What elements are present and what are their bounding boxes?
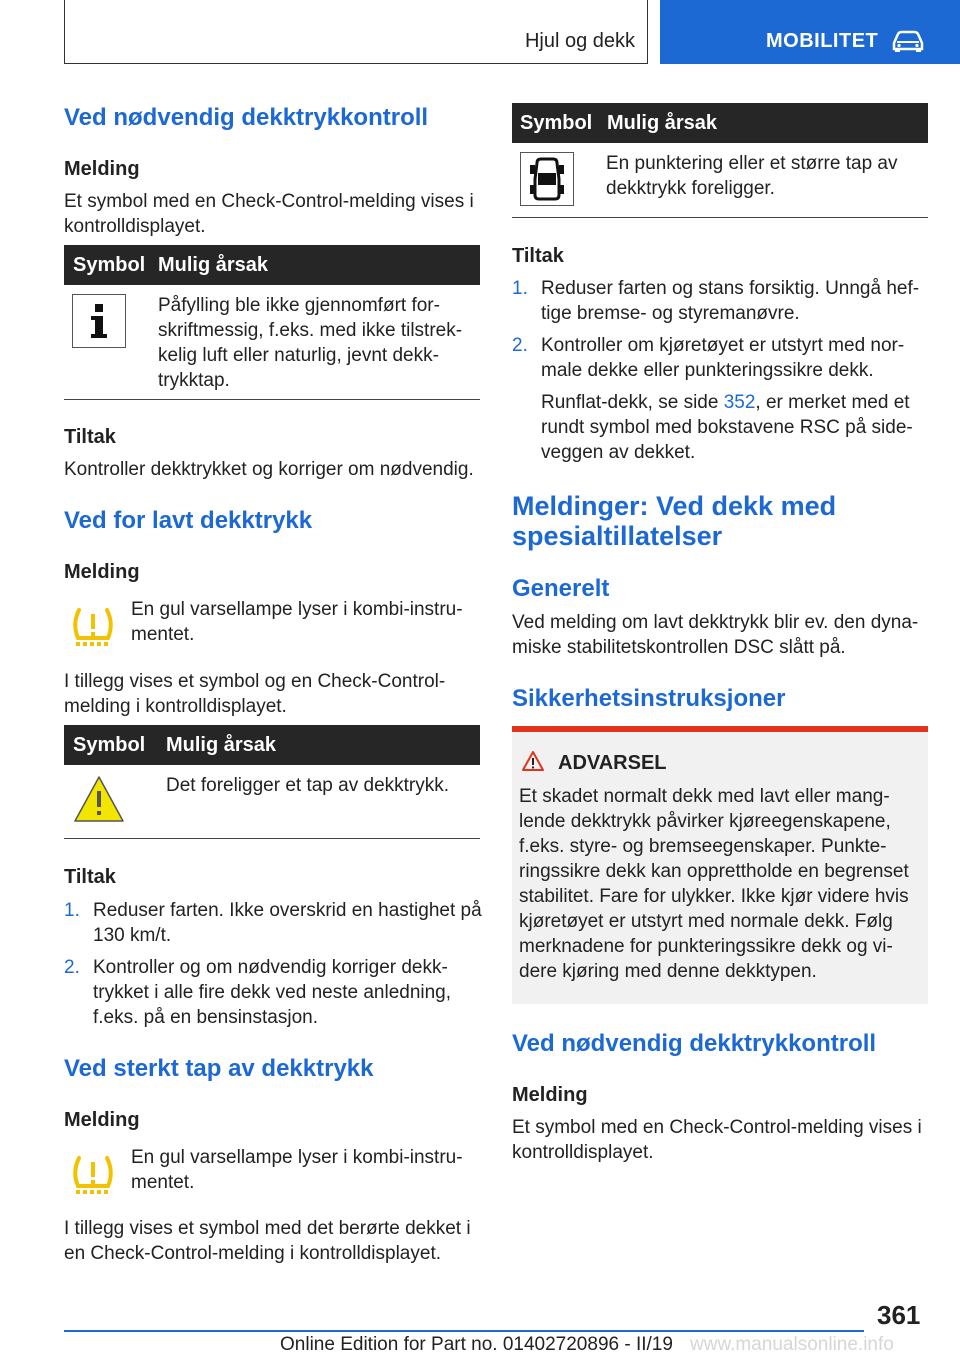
cause-text-line: trykktap. xyxy=(158,370,230,391)
warning-icon xyxy=(521,750,545,772)
heading-generelt: Generelt xyxy=(512,575,610,602)
runflat-text-line: Runflat-dekk, se side 352, er merket med et xyxy=(541,392,910,413)
heading-lavt-dekktrykk: Ved for lavt dekktrykk xyxy=(64,507,313,534)
step-text-line: Kontroller og om nødvendig korriger dekk- xyxy=(93,957,448,978)
section-title: Hjul og dekk xyxy=(524,30,635,52)
car-icon xyxy=(890,29,926,53)
melding-label: Melding xyxy=(64,561,140,583)
car-tire-damage-icon xyxy=(520,152,574,206)
step-number: 2. xyxy=(64,957,80,978)
step-text-line: Reduser farten og stans forsiktig. Unngå hef- xyxy=(541,278,920,299)
watermark: www.manualsonline.info xyxy=(690,1334,894,1355)
cause-text-line: dekktrykk foreligger. xyxy=(606,178,775,199)
cause-text-line: kelig luft eller naturlig, jevnt dekk- xyxy=(158,345,439,366)
col-symbol: Symbol xyxy=(73,254,146,276)
warning-title: ADVARSEL xyxy=(558,752,667,774)
header-section-box xyxy=(64,0,648,64)
heading-dekktrykkontroll: Ved nødvendig dekktrykkontroll xyxy=(64,104,429,131)
cause-text: Det foreligger et tap av dekktrykk. xyxy=(166,775,450,796)
step-text-line: trykket i alle fire dekk ved neste anledning, xyxy=(93,982,452,1003)
warning-text-line: Et skadet normalt dekk med lavt eller mang- xyxy=(519,786,890,807)
warning-text-line: lende dekktrykk påvirker kjøreegenskapene, xyxy=(519,811,891,832)
step-text-line: Reduser farten. Ikke overskrid en hastighet på xyxy=(93,900,482,921)
melding-label: Melding xyxy=(64,158,140,180)
heading-sterkt-tap: Ved sterkt tap av dekktrykk xyxy=(64,1055,374,1082)
table-divider xyxy=(64,838,480,839)
extra-text-line: en Check-Control-melding i kontrolldisplayet. xyxy=(64,1243,442,1264)
heading-sikkerhet: Sikkerhetsinstruksjoner xyxy=(512,685,786,712)
cause-text-line: skriftmessig, f.eks. med ikke tilstrek- xyxy=(158,320,463,341)
warning-text-line: stabilitet. Fare for ulykker. Ikke kjør videre hvis xyxy=(519,886,909,907)
table-header xyxy=(64,245,480,285)
melding-text-line: kontrolldisplayet. xyxy=(512,1142,654,1163)
info-icon xyxy=(72,294,126,348)
lamp-text-line: mentet. xyxy=(131,624,195,645)
warning-text-line: ringssikre dekk kan opprettholde en begrenset xyxy=(519,861,909,882)
runflat-text-line: rundt symbol med bokstavene RSC på side- xyxy=(541,417,913,438)
col-symbol: Symbol xyxy=(520,112,593,134)
melding-label: Melding xyxy=(512,1084,588,1106)
tiltak-label: Tiltak xyxy=(512,245,564,267)
table-header xyxy=(64,725,480,765)
tire-pressure-warning-icon xyxy=(70,606,116,648)
warning-text-line: f.eks. styre- og bremseegenskaper. Punkte- xyxy=(519,836,887,857)
cause-text-line: En punktering eller et større tap av xyxy=(606,153,898,174)
warning-text-line: kjøretøyet er utstyrt med normale dekk. Følg xyxy=(519,911,893,932)
lamp-text-line: En gul varsellampe lyser i kombi-instru- xyxy=(131,1147,463,1168)
tiltak-label: Tiltak xyxy=(64,426,116,448)
page-number: 361 xyxy=(877,1300,921,1330)
heading-dekktrykkontroll-2: Ved nødvendig dekktrykkontroll xyxy=(512,1030,877,1057)
tiltak-text: Kontroller dekktrykket og korriger om nødvendig. xyxy=(64,459,474,480)
col-cause: Mulig årsak xyxy=(166,734,277,756)
col-cause: Mulig årsak xyxy=(607,112,718,134)
step-number: 2. xyxy=(512,335,528,356)
warning-box xyxy=(512,726,928,1004)
melding-text-line: Et symbol med en Check-Control-melding vises i xyxy=(512,1117,922,1138)
table-divider xyxy=(512,217,928,218)
step-text-line: f.eks. på en bensinstasjon. xyxy=(93,1007,318,1028)
table-header xyxy=(512,103,928,143)
chapter-tab[interactable] xyxy=(660,0,960,64)
melding-label: Melding xyxy=(64,1109,140,1131)
page-link[interactable]: 352 xyxy=(723,392,756,413)
warning-bar xyxy=(512,726,928,732)
tire-pressure-warning-icon xyxy=(70,1154,116,1196)
step-text-line: 130 km/t. xyxy=(93,925,172,946)
extra-text-line: I tillegg vises et symbol med det berørte dekket i xyxy=(64,1218,471,1239)
warning-triangle-icon xyxy=(72,774,126,824)
footer-line xyxy=(64,1330,864,1332)
melding-text-line: Et symbol med en Check-Control-melding vises i xyxy=(64,191,474,212)
step-text-line: tige bremse- og styremanøvre. xyxy=(541,303,800,324)
melding-text-line: kontrolldisplayet. xyxy=(64,216,206,237)
edition-text: Online Edition for Part no. 01402720896 - II/19 xyxy=(280,1334,673,1355)
main-heading-line: Meldinger: Ved dekk med xyxy=(512,491,837,521)
lamp-text-line: mentet. xyxy=(131,1172,195,1193)
lamp-text-line: En gul varsellampe lyser i kombi-instru- xyxy=(131,599,463,620)
extra-text-line: melding i kontrolldisplayet. xyxy=(64,696,287,717)
step-number: 1. xyxy=(64,900,80,921)
col-cause: Mulig årsak xyxy=(158,254,269,276)
chapter-label: MOBILITET xyxy=(766,30,879,52)
generelt-text-line: miske stabilitetskontrollen DSC slått på. xyxy=(512,637,846,658)
col-symbol: Symbol xyxy=(73,734,146,756)
extra-text-line: I tillegg vises et symbol og en Check-Control- xyxy=(64,671,446,692)
warning-text-line: dere kjøring med denne dekktypen. xyxy=(519,961,817,982)
step-text-line: male dekke eller punkteringssikre dekk. xyxy=(541,360,874,381)
table-divider xyxy=(64,399,480,400)
main-heading-line: spesialtillatelser xyxy=(512,521,723,551)
step-text-line: Kontroller om kjøretøyet er utstyrt med nor- xyxy=(541,335,905,356)
runflat-text-line: veggen av dekket. xyxy=(541,442,696,463)
generelt-text-line: Ved melding om lavt dekktrykk blir ev. den dyna- xyxy=(512,612,919,633)
tiltak-label: Tiltak xyxy=(64,866,116,888)
step-number: 1. xyxy=(512,278,528,299)
cause-text-line: Påfylling ble ikke gjennomført for- xyxy=(158,295,440,316)
warning-text-line: merknadene for punkteringssikre dekk og vi- xyxy=(519,936,893,957)
